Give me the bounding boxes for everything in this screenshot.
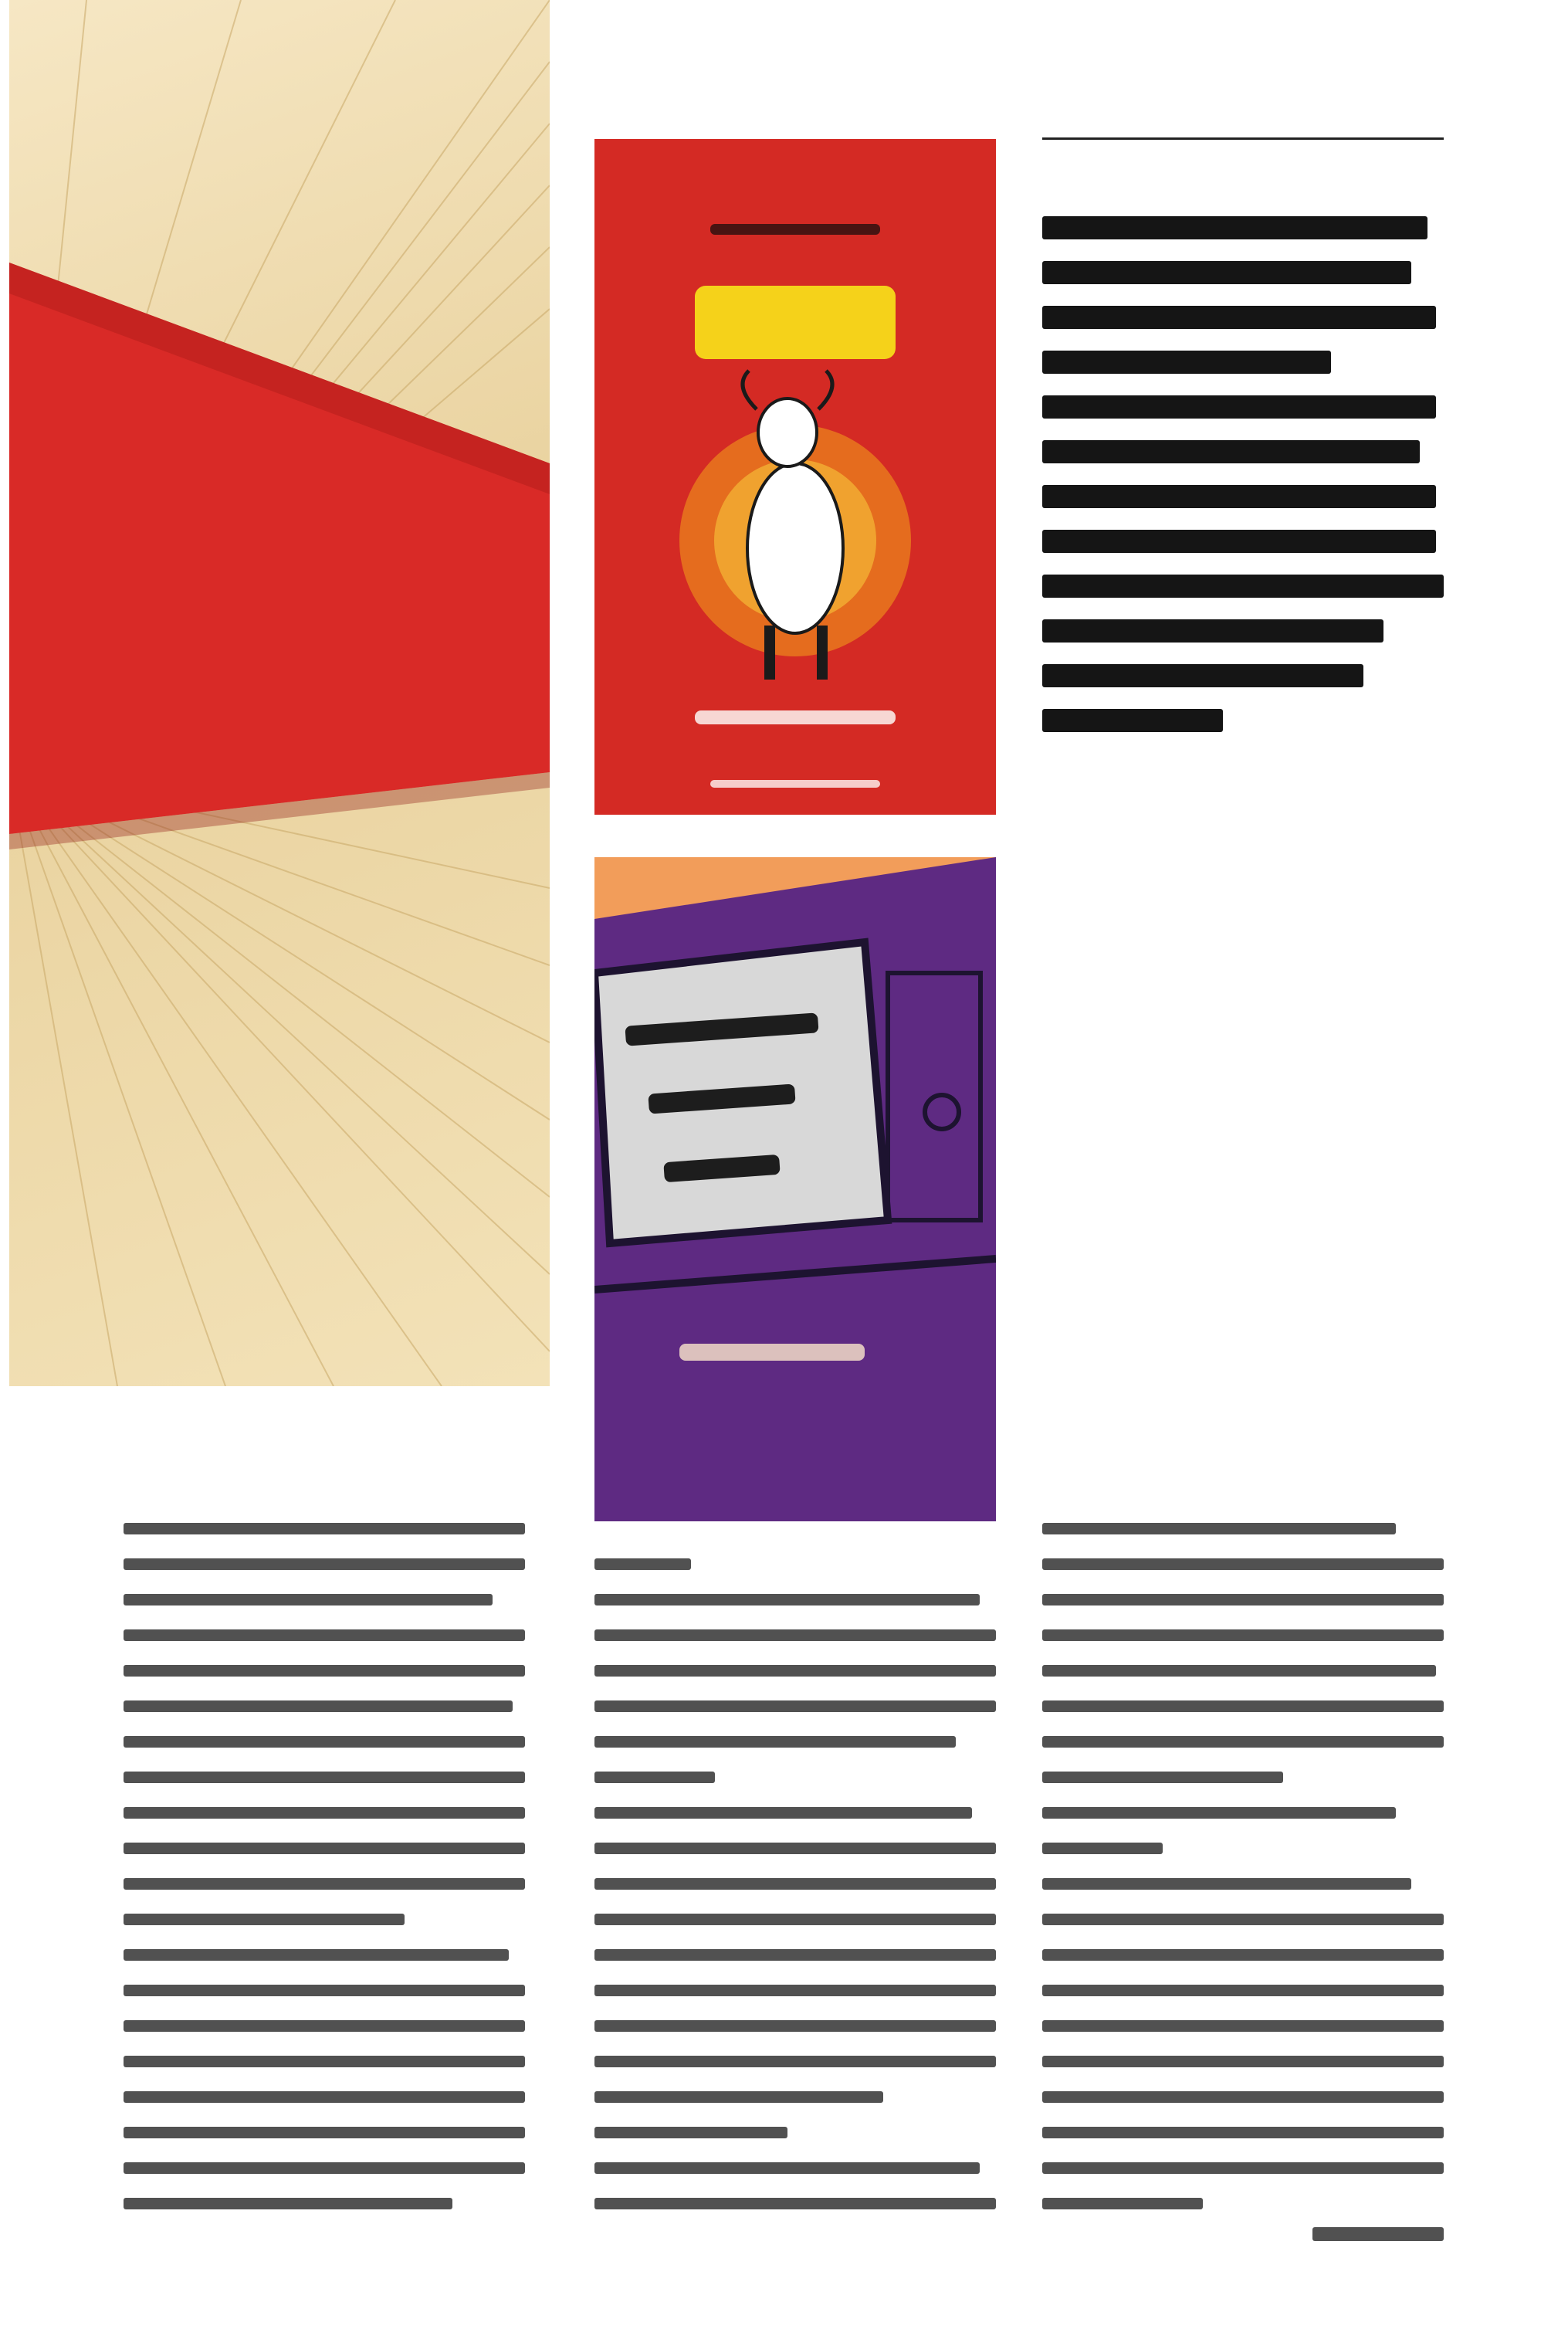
article-line [594, 2091, 883, 2103]
article-line [124, 1772, 525, 1783]
book-cover-red [594, 139, 996, 815]
article-column-3 [1042, 1523, 1444, 2233]
article-line [594, 2127, 787, 2138]
fanned-pages-illustration [9, 0, 550, 1386]
book-cover-tv [594, 857, 996, 1521]
pull-quote-line [1042, 664, 1363, 687]
article-line [1042, 1629, 1444, 1641]
article-line [1042, 1523, 1396, 1534]
article-line [594, 1843, 996, 1854]
pull-quote-line [1042, 709, 1223, 732]
article-line [1042, 1772, 1283, 1783]
article-line [124, 1985, 525, 1996]
article-line [124, 2020, 525, 2032]
article-line [124, 1878, 525, 1890]
article-line [594, 1665, 996, 1677]
article-column-1 [124, 1523, 525, 2233]
article-line [124, 1558, 525, 1570]
pull-quote-line [1042, 575, 1444, 598]
pull-quote-line [1042, 485, 1436, 508]
article-line [594, 1878, 996, 1890]
article-line [1042, 2127, 1444, 2138]
article-line [1042, 1878, 1411, 1890]
article-line [124, 2091, 525, 2103]
article-line [1042, 1914, 1444, 1925]
article-line [124, 1914, 405, 1925]
pull-quote-line [1042, 395, 1436, 419]
pull-quote-line [1042, 216, 1427, 239]
folio-line [1312, 2227, 1444, 2241]
article-line [594, 1629, 996, 1641]
article-line [1042, 1807, 1396, 1819]
article-line [594, 1949, 996, 1961]
article-line [1042, 1594, 1444, 1605]
tv-cover-art [594, 857, 996, 1521]
article-line [124, 1843, 525, 1854]
article-line [124, 1629, 525, 1641]
article-line [594, 1700, 996, 1712]
article-line [594, 1914, 996, 1925]
article-line [124, 1594, 493, 1605]
article-line [594, 2162, 980, 2174]
article-line [1042, 1700, 1444, 1712]
article-line [594, 1772, 715, 1783]
article-line [594, 1736, 956, 1748]
page-folio [1312, 2223, 1444, 2246]
article-line [594, 1985, 996, 1996]
article-line [124, 1700, 513, 1712]
article-line [1042, 2091, 1444, 2103]
article-line [124, 1665, 525, 1677]
article-line [594, 2056, 996, 2067]
article-line [594, 2198, 996, 2209]
article-line [1042, 1985, 1444, 1996]
article-line [594, 1594, 980, 1605]
article-line [124, 2198, 452, 2209]
article-line [124, 2056, 525, 2067]
article-line [594, 1558, 691, 1570]
red-cover-block [9, 263, 550, 834]
article-line [594, 2020, 996, 2032]
article-line [1042, 2020, 1444, 2032]
article-line [1042, 1665, 1436, 1677]
article-line [124, 1949, 509, 1961]
pull-quote-line [1042, 440, 1420, 463]
pull-quote-line [1042, 619, 1383, 643]
pull-quote-line [1042, 530, 1436, 553]
article-line [124, 1523, 525, 1534]
article-line [1042, 1558, 1444, 1570]
pull-quote-line [1042, 306, 1436, 329]
article-line [1042, 1736, 1444, 1748]
article-line [124, 1807, 525, 1819]
pull-quote-line [1042, 261, 1411, 284]
pull-quote-line [1042, 351, 1331, 374]
article-line [1042, 2198, 1203, 2209]
article-line [124, 1736, 525, 1748]
article-line [1042, 2056, 1444, 2067]
pull-quote-rule [1042, 137, 1444, 140]
article-line [594, 1807, 972, 1819]
article-line [124, 2162, 525, 2174]
article-line [1042, 2162, 1444, 2174]
article-column-2 [594, 1558, 996, 2233]
article-line [124, 2127, 525, 2138]
article-line [1042, 1949, 1444, 1961]
pull-quote [1042, 216, 1444, 754]
article-line [1042, 1843, 1163, 1854]
photo-fanned-pages [9, 0, 550, 1386]
red-cover-art [594, 139, 996, 815]
cow-figure [679, 371, 911, 680]
